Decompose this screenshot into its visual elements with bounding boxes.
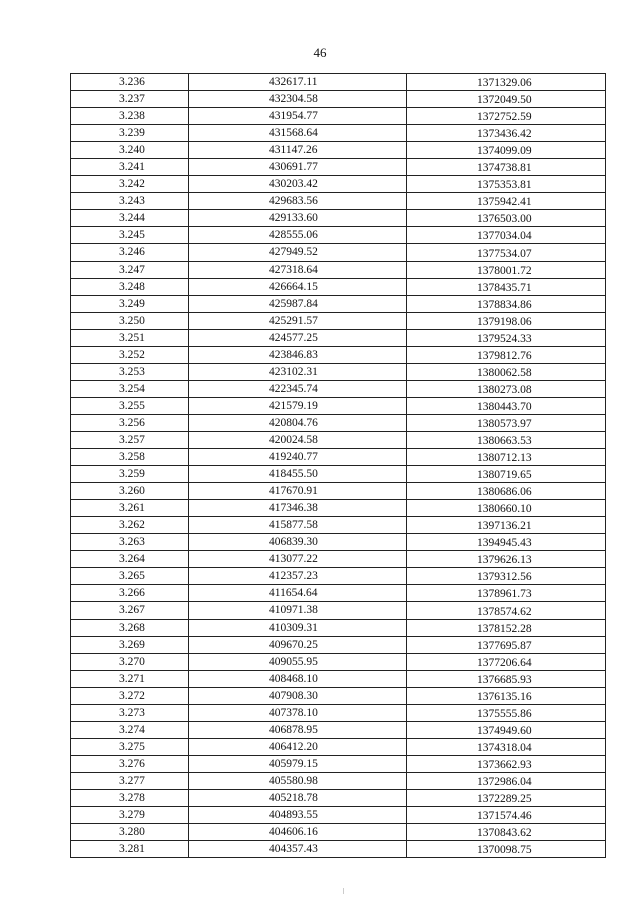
x-coordinate-cell: 420804.76 — [189, 414, 407, 431]
x-coordinate-cell: 412357.23 — [189, 568, 407, 585]
y-coordinate-cell: 1376135.16 — [407, 687, 606, 704]
table-row — [71, 704, 606, 721]
table-row — [71, 585, 606, 602]
point-number-cell: 3.243 — [71, 193, 189, 210]
table-row — [71, 772, 606, 789]
table-row — [71, 789, 606, 806]
point-number-cell: 3.262 — [71, 517, 189, 534]
y-coordinate-cell: 1397136.21 — [407, 517, 606, 534]
table-row — [71, 517, 606, 534]
y-coordinate-cell: 1372752.59 — [407, 108, 606, 125]
x-coordinate-cell: 405218.78 — [189, 789, 407, 806]
y-coordinate-cell: 1371574.46 — [407, 807, 606, 824]
table-row — [71, 824, 606, 841]
y-coordinate-cell: 1378435.71 — [407, 278, 606, 295]
point-number-cell: 3.265 — [71, 568, 189, 585]
table-row — [71, 653, 606, 670]
y-coordinate-cell: 1375942.41 — [407, 193, 606, 210]
point-number-cell: 3.275 — [71, 738, 189, 755]
x-coordinate-cell: 410971.38 — [189, 602, 407, 619]
point-number-cell: 3.247 — [71, 261, 189, 278]
point-number-cell: 3.244 — [71, 210, 189, 227]
y-coordinate-cell: 1377695.87 — [407, 636, 606, 653]
point-number-cell: 3.269 — [71, 636, 189, 653]
y-coordinate-cell: 1370098.75 — [407, 841, 606, 858]
x-coordinate-cell: 406878.95 — [189, 721, 407, 738]
coordinates-table — [70, 73, 606, 858]
y-coordinate-cell: 1371329.06 — [407, 74, 606, 91]
x-coordinate-cell: 425291.57 — [189, 312, 407, 329]
point-number-cell: 3.246 — [71, 244, 189, 261]
point-number-cell: 3.252 — [71, 346, 189, 363]
table-row — [71, 363, 606, 380]
table-row — [71, 449, 606, 466]
point-number-cell: 3.270 — [71, 653, 189, 670]
y-coordinate-cell: 1374318.04 — [407, 738, 606, 755]
x-coordinate-cell: 420024.58 — [189, 431, 407, 448]
y-coordinate-cell: 1379524.33 — [407, 329, 606, 346]
x-coordinate-cell: 427949.52 — [189, 244, 407, 261]
x-coordinate-cell: 418455.50 — [189, 466, 407, 483]
y-coordinate-cell: 1380573.97 — [407, 414, 606, 431]
y-coordinate-cell: 1379626.13 — [407, 551, 606, 568]
x-coordinate-cell: 431147.26 — [189, 142, 407, 159]
x-coordinate-cell: 409055.95 — [189, 653, 407, 670]
y-coordinate-cell: 1378001.72 — [407, 261, 606, 278]
point-number-cell: 3.237 — [71, 91, 189, 108]
table-row — [71, 500, 606, 517]
y-coordinate-cell: 1374099.09 — [407, 142, 606, 159]
point-number-cell: 3.278 — [71, 789, 189, 806]
point-number-cell: 3.258 — [71, 449, 189, 466]
y-coordinate-cell: 1374949.60 — [407, 721, 606, 738]
table-row — [71, 278, 606, 295]
x-coordinate-cell: 407378.10 — [189, 704, 407, 721]
x-coordinate-cell: 423102.31 — [189, 363, 407, 380]
y-coordinate-cell: 1378574.62 — [407, 602, 606, 619]
point-number-cell: 3.273 — [71, 704, 189, 721]
point-number-cell: 3.242 — [71, 176, 189, 193]
x-coordinate-cell: 432304.58 — [189, 91, 407, 108]
y-coordinate-cell: 1378834.86 — [407, 295, 606, 312]
x-coordinate-cell: 413077.22 — [189, 551, 407, 568]
point-number-cell: 3.266 — [71, 585, 189, 602]
table-row — [71, 74, 606, 91]
point-number-cell: 3.268 — [71, 619, 189, 636]
point-number-cell: 3.254 — [71, 380, 189, 397]
x-coordinate-cell: 409670.25 — [189, 636, 407, 653]
y-coordinate-cell: 1380686.06 — [407, 483, 606, 500]
x-coordinate-cell: 429133.60 — [189, 210, 407, 227]
x-coordinate-cell: 427318.64 — [189, 261, 407, 278]
table-row — [71, 193, 606, 210]
point-number-cell: 3.260 — [71, 483, 189, 500]
point-number-cell: 3.263 — [71, 534, 189, 551]
x-coordinate-cell: 405979.15 — [189, 755, 407, 772]
y-coordinate-cell: 1373662.93 — [407, 755, 606, 772]
point-number-cell: 3.249 — [71, 295, 189, 312]
y-coordinate-cell: 1370843.62 — [407, 824, 606, 841]
table-row — [71, 687, 606, 704]
y-coordinate-cell: 1377534.07 — [407, 244, 606, 261]
table-row — [71, 755, 606, 772]
y-coordinate-cell: 1380712.13 — [407, 449, 606, 466]
point-number-cell: 3.277 — [71, 772, 189, 789]
table-row — [71, 721, 606, 738]
table-row — [71, 380, 606, 397]
table-row — [71, 619, 606, 636]
y-coordinate-cell: 1377206.64 — [407, 653, 606, 670]
point-number-cell: 3.241 — [71, 159, 189, 176]
y-coordinate-cell: 1380443.70 — [407, 397, 606, 414]
y-coordinate-cell: 1380062.58 — [407, 363, 606, 380]
y-coordinate-cell: 1376503.00 — [407, 210, 606, 227]
point-number-cell: 3.256 — [71, 414, 189, 431]
x-coordinate-cell: 417670.91 — [189, 483, 407, 500]
x-coordinate-cell: 419240.77 — [189, 449, 407, 466]
page-number: 46 — [313, 45, 327, 60]
x-coordinate-cell: 424577.25 — [189, 329, 407, 346]
x-coordinate-cell: 405580.98 — [189, 772, 407, 789]
table-row — [71, 807, 606, 824]
x-coordinate-cell: 431568.64 — [189, 125, 407, 142]
point-number-cell: 3.238 — [71, 108, 189, 125]
point-number-cell: 3.274 — [71, 721, 189, 738]
x-coordinate-cell: 411654.64 — [189, 585, 407, 602]
point-number-cell: 3.236 — [71, 74, 189, 91]
table-row — [71, 551, 606, 568]
x-coordinate-cell: 432617.11 — [189, 74, 407, 91]
x-coordinate-cell: 429683.56 — [189, 193, 407, 210]
y-coordinate-cell: 1380660.10 — [407, 500, 606, 517]
table-row — [71, 346, 606, 363]
x-coordinate-cell: 431954.77 — [189, 108, 407, 125]
table-row — [71, 636, 606, 653]
table-row — [71, 108, 606, 125]
table-row — [71, 414, 606, 431]
point-number-cell: 3.239 — [71, 125, 189, 142]
table-row — [71, 227, 606, 244]
y-coordinate-cell: 1376685.93 — [407, 670, 606, 687]
table-row — [71, 91, 606, 108]
x-coordinate-cell: 430691.77 — [189, 159, 407, 176]
y-coordinate-cell: 1378961.73 — [407, 585, 606, 602]
y-coordinate-cell: 1373436.42 — [407, 125, 606, 142]
table-row — [71, 397, 606, 414]
x-coordinate-cell: 426664.15 — [189, 278, 407, 295]
point-number-cell: 3.272 — [71, 687, 189, 704]
y-coordinate-cell: 1372289.25 — [407, 789, 606, 806]
y-coordinate-cell: 1375353.81 — [407, 176, 606, 193]
table-row — [71, 210, 606, 227]
y-coordinate-cell: 1379312.56 — [407, 568, 606, 585]
y-coordinate-cell: 1374738.81 — [407, 159, 606, 176]
x-coordinate-cell: 406839.30 — [189, 534, 407, 551]
x-coordinate-cell: 404357.43 — [189, 841, 407, 858]
point-number-cell: 3.255 — [71, 397, 189, 414]
table-row — [71, 431, 606, 448]
table-row — [71, 534, 606, 551]
point-number-cell: 3.245 — [71, 227, 189, 244]
point-number-cell: 3.280 — [71, 824, 189, 841]
scan-mark — [343, 888, 344, 894]
y-coordinate-cell: 1394945.43 — [407, 534, 606, 551]
table-row — [71, 244, 606, 261]
y-coordinate-cell: 1380663.53 — [407, 431, 606, 448]
y-coordinate-cell: 1378152.28 — [407, 619, 606, 636]
point-number-cell: 3.267 — [71, 602, 189, 619]
point-number-cell: 3.240 — [71, 142, 189, 159]
y-coordinate-cell: 1372986.04 — [407, 772, 606, 789]
point-number-cell: 3.279 — [71, 807, 189, 824]
x-coordinate-cell: 406412.20 — [189, 738, 407, 755]
x-coordinate-cell: 430203.42 — [189, 176, 407, 193]
table-row — [71, 159, 606, 176]
table-row — [71, 466, 606, 483]
table-row — [71, 295, 606, 312]
y-coordinate-cell: 1379812.76 — [407, 346, 606, 363]
coordinates-table-body — [71, 74, 606, 858]
point-number-cell: 3.271 — [71, 670, 189, 687]
point-number-cell: 3.276 — [71, 755, 189, 772]
y-coordinate-cell: 1379198.06 — [407, 312, 606, 329]
x-coordinate-cell: 417346.38 — [189, 500, 407, 517]
x-coordinate-cell: 408468.10 — [189, 670, 407, 687]
table-row — [71, 125, 606, 142]
point-number-cell: 3.264 — [71, 551, 189, 568]
x-coordinate-cell: 407908.30 — [189, 687, 407, 704]
point-number-cell: 3.250 — [71, 312, 189, 329]
x-coordinate-cell: 428555.06 — [189, 227, 407, 244]
point-number-cell: 3.281 — [71, 841, 189, 858]
point-number-cell: 3.261 — [71, 500, 189, 517]
table-row — [71, 483, 606, 500]
x-coordinate-cell: 410309.31 — [189, 619, 407, 636]
x-coordinate-cell: 404606.16 — [189, 824, 407, 841]
point-number-cell: 3.257 — [71, 431, 189, 448]
table-row — [71, 602, 606, 619]
y-coordinate-cell: 1375555.86 — [407, 704, 606, 721]
point-number-cell: 3.253 — [71, 363, 189, 380]
x-coordinate-cell: 422345.74 — [189, 380, 407, 397]
table-row — [71, 176, 606, 193]
y-coordinate-cell: 1377034.04 — [407, 227, 606, 244]
point-number-cell: 3.251 — [71, 329, 189, 346]
table-row — [71, 738, 606, 755]
y-coordinate-cell: 1372049.50 — [407, 91, 606, 108]
y-coordinate-cell: 1380719.65 — [407, 466, 606, 483]
table-row — [71, 312, 606, 329]
table-row — [71, 841, 606, 858]
table-row — [71, 329, 606, 346]
x-coordinate-cell: 415877.58 — [189, 517, 407, 534]
table-row — [71, 142, 606, 159]
x-coordinate-cell: 421579.19 — [189, 397, 407, 414]
y-coordinate-cell: 1380273.08 — [407, 380, 606, 397]
point-number-cell: 3.259 — [71, 466, 189, 483]
x-coordinate-cell: 425987.84 — [189, 295, 407, 312]
table-row — [71, 670, 606, 687]
x-coordinate-cell: 423846.83 — [189, 346, 407, 363]
table-row — [71, 568, 606, 585]
x-coordinate-cell: 404893.55 — [189, 807, 407, 824]
table-row — [71, 261, 606, 278]
point-number-cell: 3.248 — [71, 278, 189, 295]
